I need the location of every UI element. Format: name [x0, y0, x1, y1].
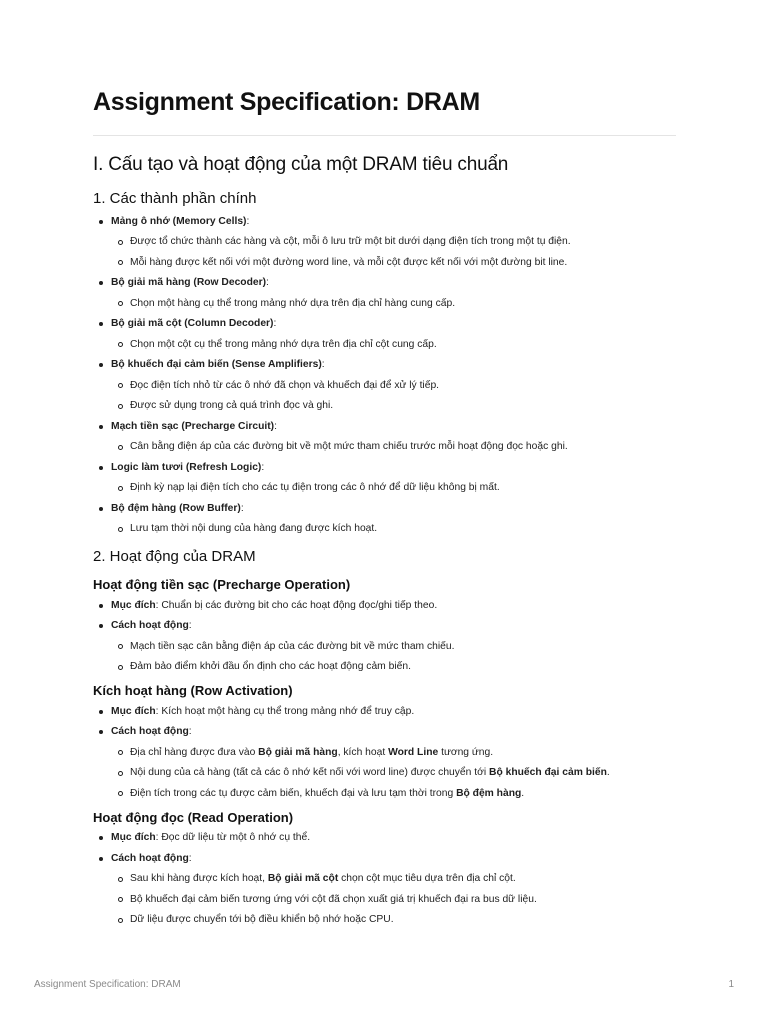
list-item: Mảng ô nhớ (Memory Cells):	[93, 215, 676, 228]
list-item: Được sử dụng trong cả quá trình đọc và ghi.	[93, 399, 676, 412]
page-title: Assignment Specification: DRAM	[93, 88, 480, 116]
footer-title: Assignment Specification: DRAM	[34, 979, 181, 990]
list-item: Được tổ chức thành các hàng và cột, mỗi ô lưu trữ một bit dưới dạng điện tích trong một tụ điện.	[93, 235, 676, 248]
list-item: Mạch tiền sạc cân bằng điện áp của các đường bit về mức tham chiếu.	[93, 640, 676, 653]
list-item: Bộ giải mã cột (Column Decoder):	[93, 317, 676, 330]
list-item: Mục đích: Kích hoạt một hàng cụ thể trong mảng nhớ để truy cập.	[93, 705, 676, 718]
document-page	[93, 86, 676, 926]
list-item: Nội dung của cả hàng (tất cả các ô nhớ kết nối với word line) được chuyển tới Bộ khuếch đại cảm biến.	[93, 766, 676, 779]
page-number: 1	[728, 979, 734, 990]
list-item: Mục đích: Chuẩn bị các đường bit cho các hoạt động đọc/ghi tiếp theo.	[93, 599, 676, 612]
list-item: Điện tích trong các tụ được cảm biến, khuếch đại và lưu tạm thời trong Bộ đệm hàng.	[93, 787, 676, 800]
list-item: Đọc điện tích nhỏ từ các ô nhớ đã chọn và khuếch đại để xử lý tiếp.	[93, 379, 676, 392]
list-item: Đảm bảo điểm khởi đầu ổn định cho các hoạt động cảm biến.	[93, 660, 676, 673]
precharge-list	[93, 599, 676, 674]
list-item: Cân bằng điện áp của các đường bit về một mức tham chiếu trước mỗi hoạt động đọc hoặc ghi.	[93, 440, 676, 453]
subsection-heading-operation: 2. Hoạt động của DRAM	[93, 548, 256, 565]
activation-list	[93, 705, 676, 800]
list-item: Bộ giải mã hàng (Row Decoder):	[93, 276, 676, 289]
section-heading: I. Cấu tạo và hoạt động của một DRAM tiêu chuẩn	[93, 154, 509, 175]
read-list	[93, 831, 676, 926]
list-item: Cách hoạt động:	[93, 619, 676, 632]
list-item: Logic làm tươi (Refresh Logic):	[93, 461, 676, 474]
list-item: Bộ khuếch đại cảm biến tương ứng với cột đã chọn xuất giá trị khuếch đại ra bus dữ liệu.	[93, 893, 676, 906]
list-item: Bộ khuếch đại cảm biến (Sense Amplifiers):	[93, 358, 676, 371]
list-item: Mục đích: Đọc dữ liệu từ một ô nhớ cụ thể.	[93, 831, 676, 844]
list-item: Bộ đệm hàng (Row Buffer):	[93, 502, 676, 515]
list-item: Sau khi hàng được kích hoạt, Bộ giải mã cột chọn cột mục tiêu dựa trên địa chỉ cột.	[93, 872, 676, 885]
list-item: Lưu tạm thời nội dung của hàng đang được kích hoạt.	[93, 522, 676, 535]
title-divider	[93, 135, 676, 136]
heading-read-operation: Hoạt động đọc (Read Operation)	[93, 809, 294, 825]
list-item: Dữ liệu được chuyển tới bộ điều khiển bộ nhớ hoặc CPU.	[93, 913, 676, 926]
list-item: Mạch tiền sạc (Precharge Circuit):	[93, 420, 676, 433]
list-item: Cách hoạt động:	[93, 725, 676, 738]
list-item: Cách hoạt động:	[93, 852, 676, 865]
list-item: Mỗi hàng được kết nối với một đường word line, và mỗi cột được kết nối với một đường bit line.	[93, 256, 676, 269]
heading-precharge: Hoạt động tiền sạc (Precharge Operation)	[93, 577, 351, 592]
heading-row-activation: Kích hoạt hàng (Row Activation)	[93, 683, 293, 698]
components-list	[93, 215, 676, 536]
list-item: Địa chỉ hàng được đưa vào Bộ giải mã hàng, kích hoạt Word Line tương ứng.	[93, 746, 676, 759]
list-item: Định kỳ nạp lại điện tích cho các tụ điện trong các ô nhớ để dữ liệu không bị mất.	[93, 481, 676, 494]
subsection-heading-components: 1. Các thành phần chính	[93, 190, 257, 207]
list-item: Chọn một cột cụ thể trong mảng nhớ dựa trên địa chỉ cột cung cấp.	[93, 338, 676, 351]
list-item: Chọn một hàng cụ thể trong mảng nhớ dựa trên địa chỉ hàng cung cấp.	[93, 297, 676, 310]
